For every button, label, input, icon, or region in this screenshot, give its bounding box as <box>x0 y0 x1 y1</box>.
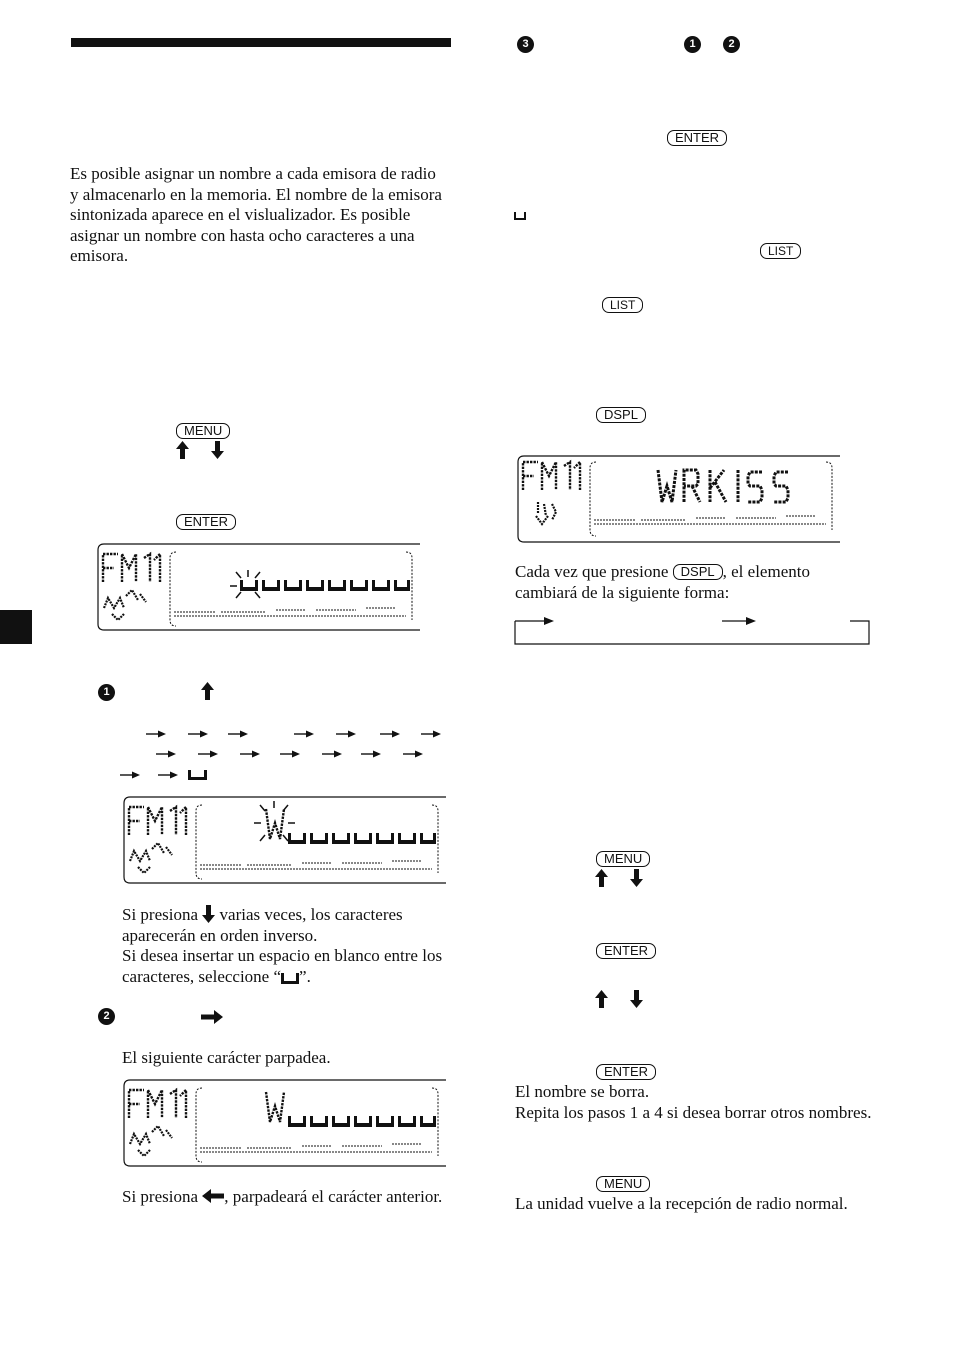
character-sequence-arrows <box>118 724 448 786</box>
enter-button[interactable]: ENTER <box>596 1064 656 1080</box>
erase-result <box>515 1082 875 1123</box>
next-char-note: El siguiente carácter parpadea. <box>122 1048 331 1067</box>
lcd-display-blank <box>96 542 422 634</box>
reverse-note-start: Si presiona <box>122 905 199 924</box>
space-note-start: Si desea insertar un espacio en blanco entre los caracteres, seleccione “ <box>122 946 443 986</box>
lcd-display-next-char <box>122 1078 448 1170</box>
section-tab <box>0 610 32 644</box>
lcd-display-first-char <box>122 795 448 887</box>
enter-button[interactable]: ENTER <box>667 130 727 146</box>
arrow-down-icon <box>630 990 643 1008</box>
step-1-badge: 1 <box>98 684 115 701</box>
dspl-note <box>515 562 875 603</box>
prev-note-start: Si presiona <box>122 1187 199 1206</box>
prev-note-end: , parpadeará el carácter anterior. <box>224 1187 443 1206</box>
dspl-button[interactable]: DSPL <box>596 407 646 423</box>
erase-repeat-text: Repita los pasos 1 a 4 si desea borrar otros nombres. <box>515 1102 872 1122</box>
reverse-note-end: varias veces, los caracteres aparecerán en orden inverso. <box>122 905 403 945</box>
reverse-order-note <box>122 905 452 987</box>
arrow-right-icon <box>201 1010 223 1024</box>
dspl-button[interactable]: DSPL <box>673 564 723 580</box>
menu-button[interactable]: MENU <box>596 851 650 867</box>
list-button[interactable]: LIST <box>760 243 801 259</box>
enter-button[interactable]: ENTER <box>596 943 656 959</box>
arrow-down-icon <box>202 905 215 923</box>
step-1-ref-badge: 1 <box>684 36 701 53</box>
lcd-display-station-name <box>516 454 842 546</box>
heading-rule <box>71 38 451 47</box>
return-note: La unidad vuelve a la recepción de radio normal. <box>515 1194 848 1213</box>
step-3-badge: 3 <box>517 36 534 53</box>
arrow-left-icon <box>202 1189 224 1203</box>
prev-char-note <box>122 1187 452 1208</box>
step-2-ref-badge: 2 <box>723 36 740 53</box>
menu-button[interactable]: MENU <box>596 1176 650 1192</box>
arrow-up-icon <box>595 990 608 1008</box>
arrow-up-icon <box>176 441 189 459</box>
dspl-note-start: Cada vez que presione <box>515 562 669 581</box>
intro-paragraph: Es posible asignar un nombre a cada emisora de radio y almacenarlo en la memoria. El nombre de la emisora sintonizada aparece en el vislualizador. Es posible asignar un nombre con hasta ocho caracteres a una emisora. <box>70 164 442 265</box>
arrow-up-icon <box>595 869 608 887</box>
arrow-down-icon <box>630 869 643 887</box>
list-button[interactable]: LIST <box>602 297 643 313</box>
enter-button[interactable]: ENTER <box>176 514 236 530</box>
space-note-end: ”. <box>299 966 311 986</box>
arrow-up-icon <box>201 682 214 700</box>
erase-done-text: El nombre se borra. <box>515 1082 650 1101</box>
arrow-down-icon <box>211 441 224 459</box>
step-2-badge: 2 <box>98 1008 115 1025</box>
blank-space-icon <box>281 973 299 984</box>
dspl-note-end: , el elemento cambiará de la siguiente forma: <box>515 562 810 602</box>
display-cycle-diagram <box>514 613 872 647</box>
menu-button[interactable]: MENU <box>176 423 230 439</box>
blank-space-icon <box>514 212 526 220</box>
